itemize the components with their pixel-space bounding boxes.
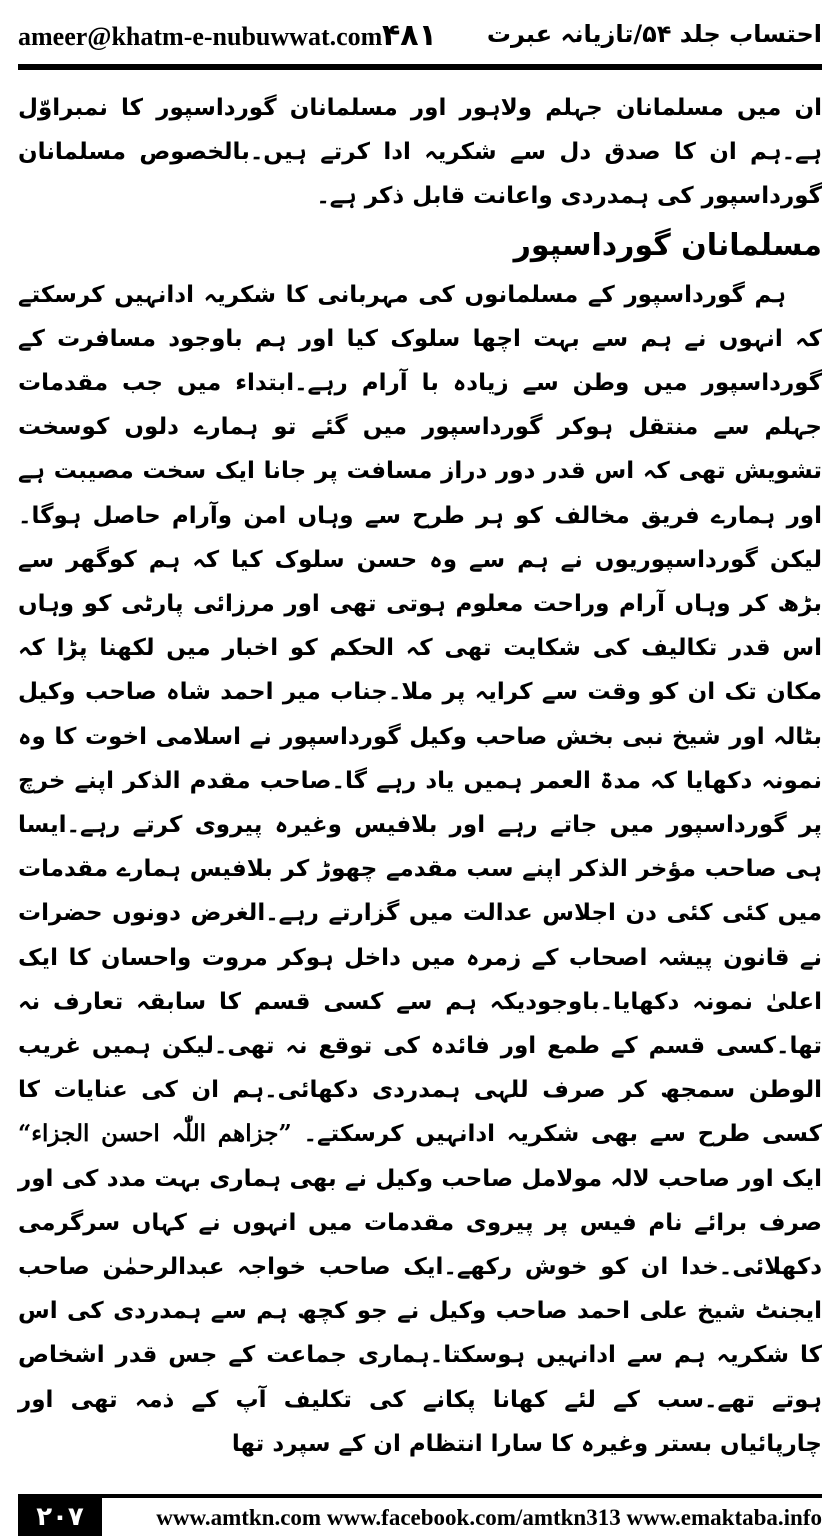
footer-links: www.amtkn.com www.facebook.com/amtkn313 www.emaktaba.info <box>156 1505 822 1530</box>
arabic-quote: ”جزاھم اللّٰہ احسن الجزاء“ <box>18 1120 292 1148</box>
main-paragraph-text: ہم گورداسپور کے مسلمانوں کی مہربانی کا شکریہ ادانہیں کرسکتے کہ انہوں نے ہم سے بہت اچھا سلوک کیا اور ہم باوجود مسافرت کے گورداسپور میں وطن سے زیادہ با آرام رہے۔ابتداء میں جب مقدمات جہلم سے منتقل ہوکر گورداسپور میں گئے تو ہمارے دلوں کوسخت تشویش تھی کہ اس قدر دور دراز مسافت پر جانا ایک سخت مصیبت ہے اور ہمارے فریق مخالف کو ہر طرح سے وہاں امن وآرام حاصل ہوگا۔لیکن گورداسپوریوں نے ہم سے وہ حسن سلوک کیا کہ ہم کوگھر سے بڑھ کر وہاں آرام وراحت معلوم ہوتی تھی اور مرزائی پارٹی کو وہاں اس قدر تکالیف کی شکایت تھی کہ الحکم کو اخبار میں لکھنا پڑا کہ مکان تک ان کو وقت سے کرایہ پر ملا۔جناب میر احمد شاہ صاحب وکیل بٹالہ اور شیخ نبی بخش صاحب وکیل گورداسپور نے اسلامی اخوت کا وہ نمونہ دکھایا کہ مدۃ العمر ہمیں یاد رہے گا۔صاحب مقدم الذکر اپنے خرچ پر گورداسپور میں جاتے رہے اور بلافیس وغیرہ پیروی کرتے رہے۔ایسا ہی صاحب مؤخر الذکر اپنے سب مقدمے چھوڑ کر بلافیس ہمارے مقدمات میں کئی کئی دن اجلاس عدالت میں گزارتے رہے۔الغرض دونوں حضرات نے قانون پیشہ اصحاب کے زمرہ میں داخل ہوکر مروت واحسان کا ایک اعلیٰ نمونہ دکھایا۔باوجودیکہ ہم سے کسی قسم کا سابقہ تعارف نہ تھا۔کسی قسم کے طمع اور فائدہ کی توقع نہ تھی۔لیکن ہمیں غریب الوطن سمجھ کر صرف للہی ہمدردی دکھائی۔ہم ان کی عنایات کا کسی طرح سے بھی شکریہ ادانہیں کرسکتے۔ <box>18 281 823 1148</box>
header-email: ameer@khatm-e-nubuwwat.com <box>18 22 383 51</box>
page-body <box>18 86 822 1466</box>
header-page-number: ۴۸۱ <box>382 18 437 53</box>
main-paragraph-continuation: ایک اور صاحب لالہ مولامل صاحب وکیل نے بھی ہماری بہت مدد کی اور صرف برائے نام فیس پر پیروی مقدمات میں انہوں نے کہاں سرگرمی دکھلائی۔خدا ان کو خوش رکھے۔ایک صاحب خواجہ عبدالرحمٰن صاحب ایجنٹ شیخ علی احمد صاحب وکیل نے جو کچھ ہم سے ہمدردی کی اس کا شکریہ ہم سے ادانہیں ہوسکتا۔ہماری جماعت کے جس قدر اشخاص ہوتے تھے۔سب کے لئے کھانا پکانے کی تکلیف آپ کے ذمہ تھی اور چارپائیاں بستر وغیرہ کا سارا انتظام ان کے سپرد تھا <box>18 1165 822 1457</box>
header-rule <box>18 64 822 70</box>
footer-rule <box>18 1494 822 1498</box>
intro-paragraph: ان میں مسلمانان جہلم ولاہور اور مسلمانان گورداسپور کا نمبراوّل ہے۔ہم ان کا صدق دل سے شکریہ ادا کرتے ہیں۔بالخصوص مسلمانان گورداسپور کی ہمدردی واعانت قابل ذکر ہے۔ <box>18 95 822 210</box>
page-header <box>0 0 840 72</box>
footer-page-number: ۲۰۷ <box>18 1498 102 1536</box>
main-paragraph <box>18 273 822 1466</box>
header-book-title: احتساب جلد ۵۴/تازیانہ عبرت <box>486 20 822 48</box>
section-heading: مسلمانان گورداسپور <box>513 227 822 263</box>
